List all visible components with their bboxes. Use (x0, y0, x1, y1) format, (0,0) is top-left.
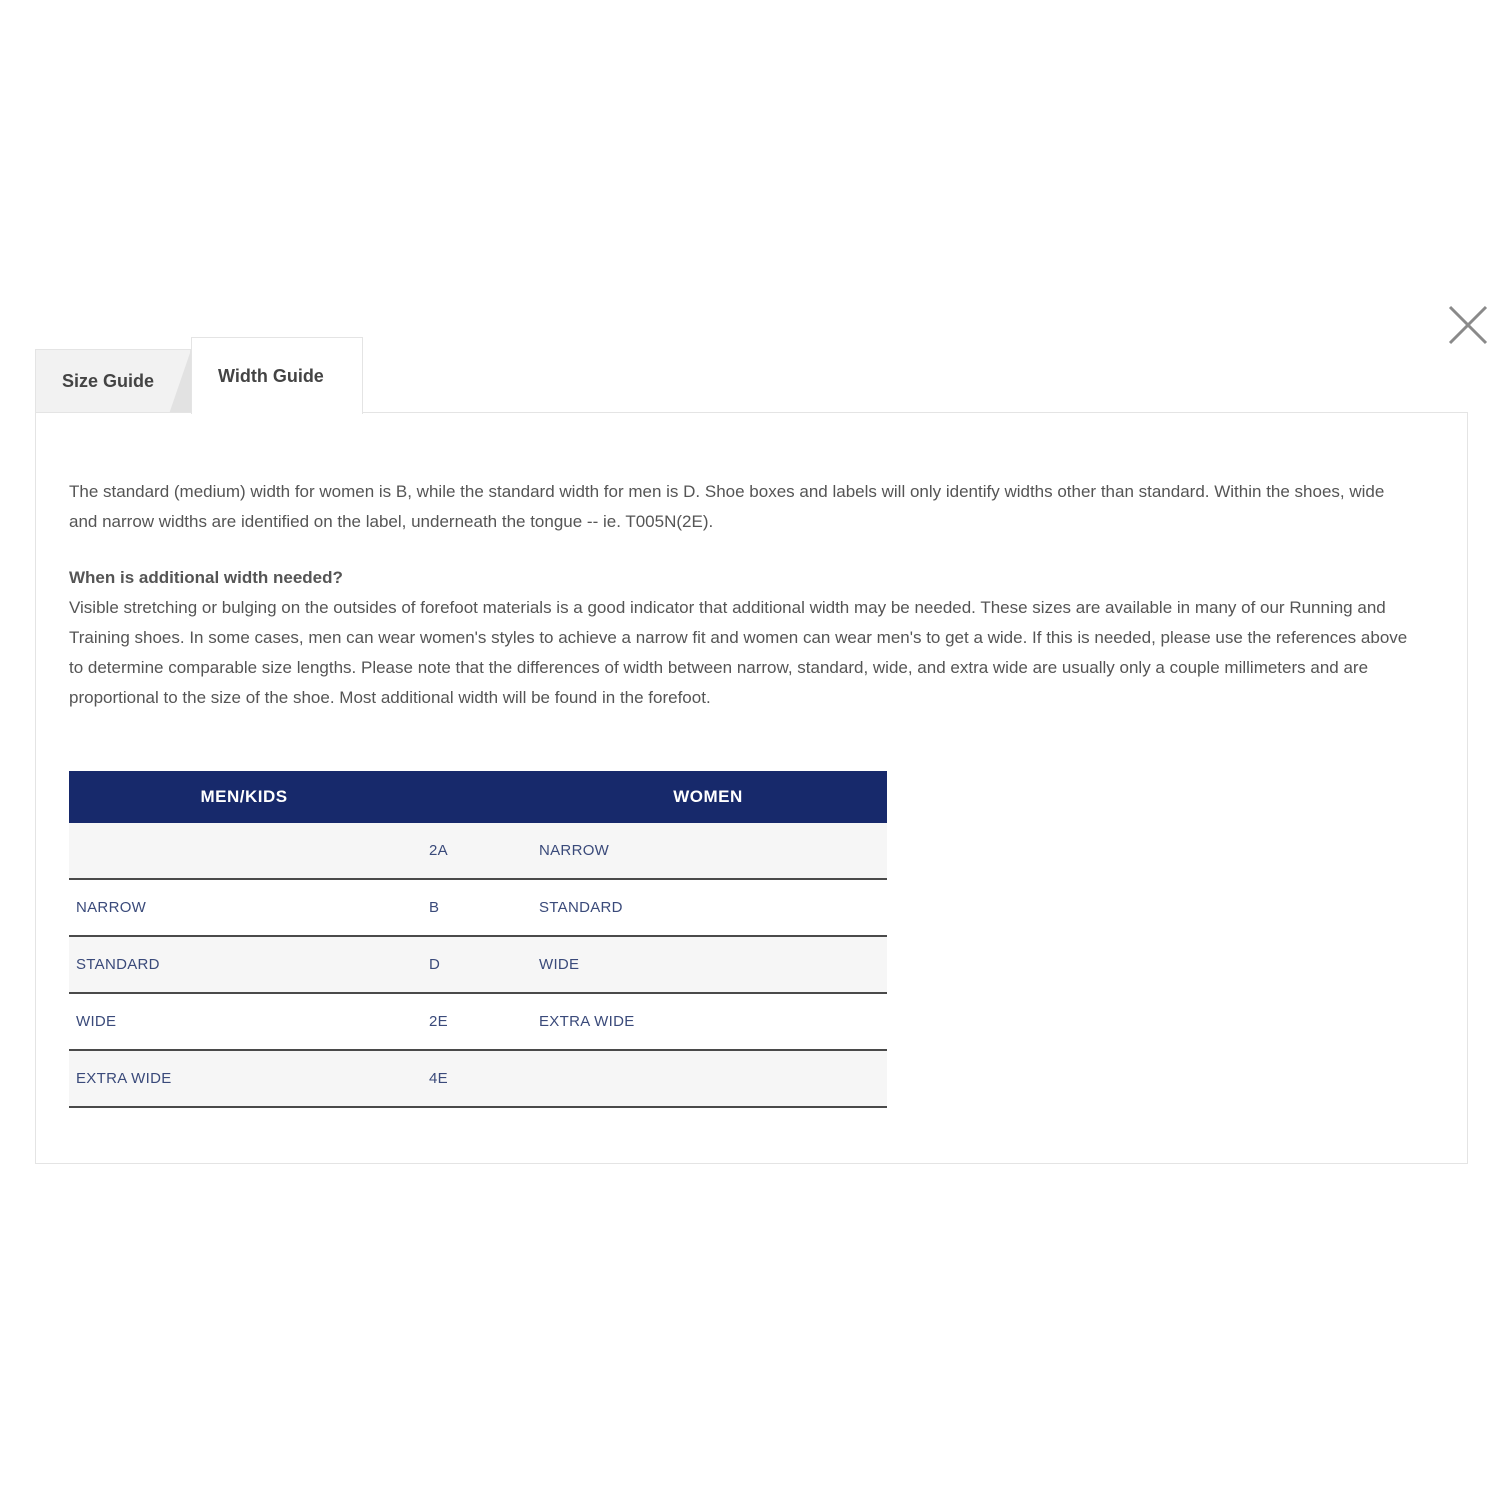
close-icon (1446, 303, 1490, 347)
intro-text: The standard (medium) width for women is B, while the standard width for men is D. Shoe boxes and labels will only identify widths other than standard. Within the shoes, wide and narrow widths are identified on the label, underneath the tongue -- ie. T005N(2E). (69, 482, 1385, 531)
tab-size-guide[interactable] (35, 349, 191, 413)
cell-women: NARROW (539, 842, 610, 859)
cell-code: B (429, 899, 440, 916)
width-guide-panel (35, 412, 1468, 1164)
table-header (69, 771, 887, 823)
cell-men: NARROW (76, 899, 147, 916)
cell-women: EXTRA WIDE (539, 1013, 635, 1030)
cell-women: WIDE (539, 956, 580, 973)
section-body: Visible stretching or bulging on the outsides of forefoot materials is a good indicator that additional width may be needed. These sizes are available in many of our Running and Training shoes. In some cases, men can wear women's styles to achieve a narrow fit and women can wear men's to get a wide. If this is needed, please use the references above to determine comparable size lengths. Please note that the differences of width between narrow, standard, wide, and extra wide are usually only a couple millimeters and are proportional to the size of the shoe. Most additional width will be found in the forefoot. (69, 598, 1408, 707)
cell-women: STANDARD (539, 899, 623, 916)
table-row (69, 994, 887, 1051)
cell-code: 2E (429, 1013, 448, 1030)
cell-code: 4E (429, 1070, 448, 1087)
tab-size-guide-label: Size Guide (62, 371, 155, 391)
header-men-kids: MEN/KIDS (200, 787, 288, 806)
cell-men: STANDARD (76, 956, 160, 973)
tab-width-guide-label: Width Guide (218, 365, 324, 386)
cell-code: D (429, 956, 441, 973)
table-row (69, 823, 887, 880)
cell-code: 2A (429, 842, 448, 859)
width-table (69, 771, 887, 1108)
close-button[interactable] (1446, 303, 1490, 347)
table-row (69, 1051, 887, 1108)
section-heading: When is additional width needed? (69, 568, 343, 587)
cell-men: EXTRA WIDE (76, 1070, 172, 1087)
table-row (69, 937, 887, 994)
cell-men: WIDE (76, 1013, 117, 1030)
table-row (69, 880, 887, 937)
header-women: WOMEN (673, 787, 743, 806)
guide-tabs (35, 337, 363, 413)
tab-width-guide[interactable] (191, 337, 363, 414)
